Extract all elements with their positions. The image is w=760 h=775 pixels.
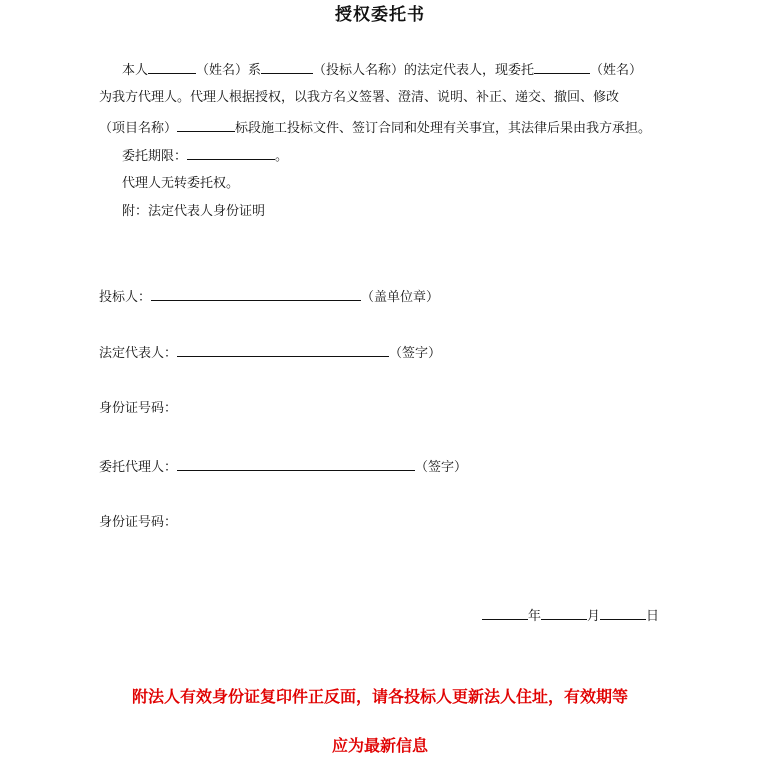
no-transfer-line: 代理人无转委托权。 [122,176,240,191]
year-blank[interactable] [482,607,528,620]
agent-label: 委托代理人： [99,460,178,475]
legal-rep-signature-blank[interactable] [177,344,389,357]
bidder-label: 投标人： [99,290,152,305]
legal-rep-line [99,344,441,362]
para-line-3 [99,119,651,137]
para-text: （姓名）系 [196,63,262,78]
term-end: 。 [275,149,289,164]
id-number-line-2: 身份证号码： [99,515,178,530]
attachment-line: 附：法定代表人身份证明 [122,204,266,219]
bidder-line [99,288,439,306]
day-label: 日 [646,609,660,624]
page-title: 授权委托书 [335,5,425,25]
para-text: 标段施工投标文件、签订合同和处理有关事宜，其法律后果由我方承担。 [235,121,652,136]
para-line-1 [122,61,642,79]
project-name-blank[interactable] [177,119,235,132]
term-line [122,147,288,165]
date-line [482,607,659,625]
agent-line [99,458,467,476]
legal-rep-note: （签字） [389,346,442,361]
agent-name-blank[interactable] [534,61,590,74]
month-label: 月 [587,609,601,624]
bidder-note: （盖单位章） [361,290,440,305]
agent-note: （签字） [415,460,468,475]
bidder-signature-blank[interactable] [151,288,361,301]
agent-signature-blank[interactable] [177,458,415,471]
day-blank[interactable] [600,607,646,620]
para-text: （投标人名称）的法定代表人，现委托 [313,63,535,78]
para-text: （姓名） [590,63,643,78]
para-text: （项目名称） [99,121,178,136]
legal-rep-label: 法定代表人： [99,346,178,361]
notice-line-1: 附法人有效身份证复印件正反面，请各投标人更新法人住址，有效期等 [131,687,628,706]
month-blank[interactable] [541,607,587,620]
id-number-line-1: 身份证号码： [99,401,178,416]
term-blank[interactable] [187,147,275,160]
para-text: 本人 [122,63,149,78]
bidder-name-blank[interactable] [261,61,313,74]
name-blank[interactable] [148,61,196,74]
term-label: 委托期限： [122,149,188,164]
year-label: 年 [528,609,542,624]
notice-line-2: 应为最新信息 [331,736,428,755]
para-line-2: 为我方代理人。代理人根据授权，以我方名义签署、澄清、说明、补正、递交、撤回、修改 [99,90,620,105]
